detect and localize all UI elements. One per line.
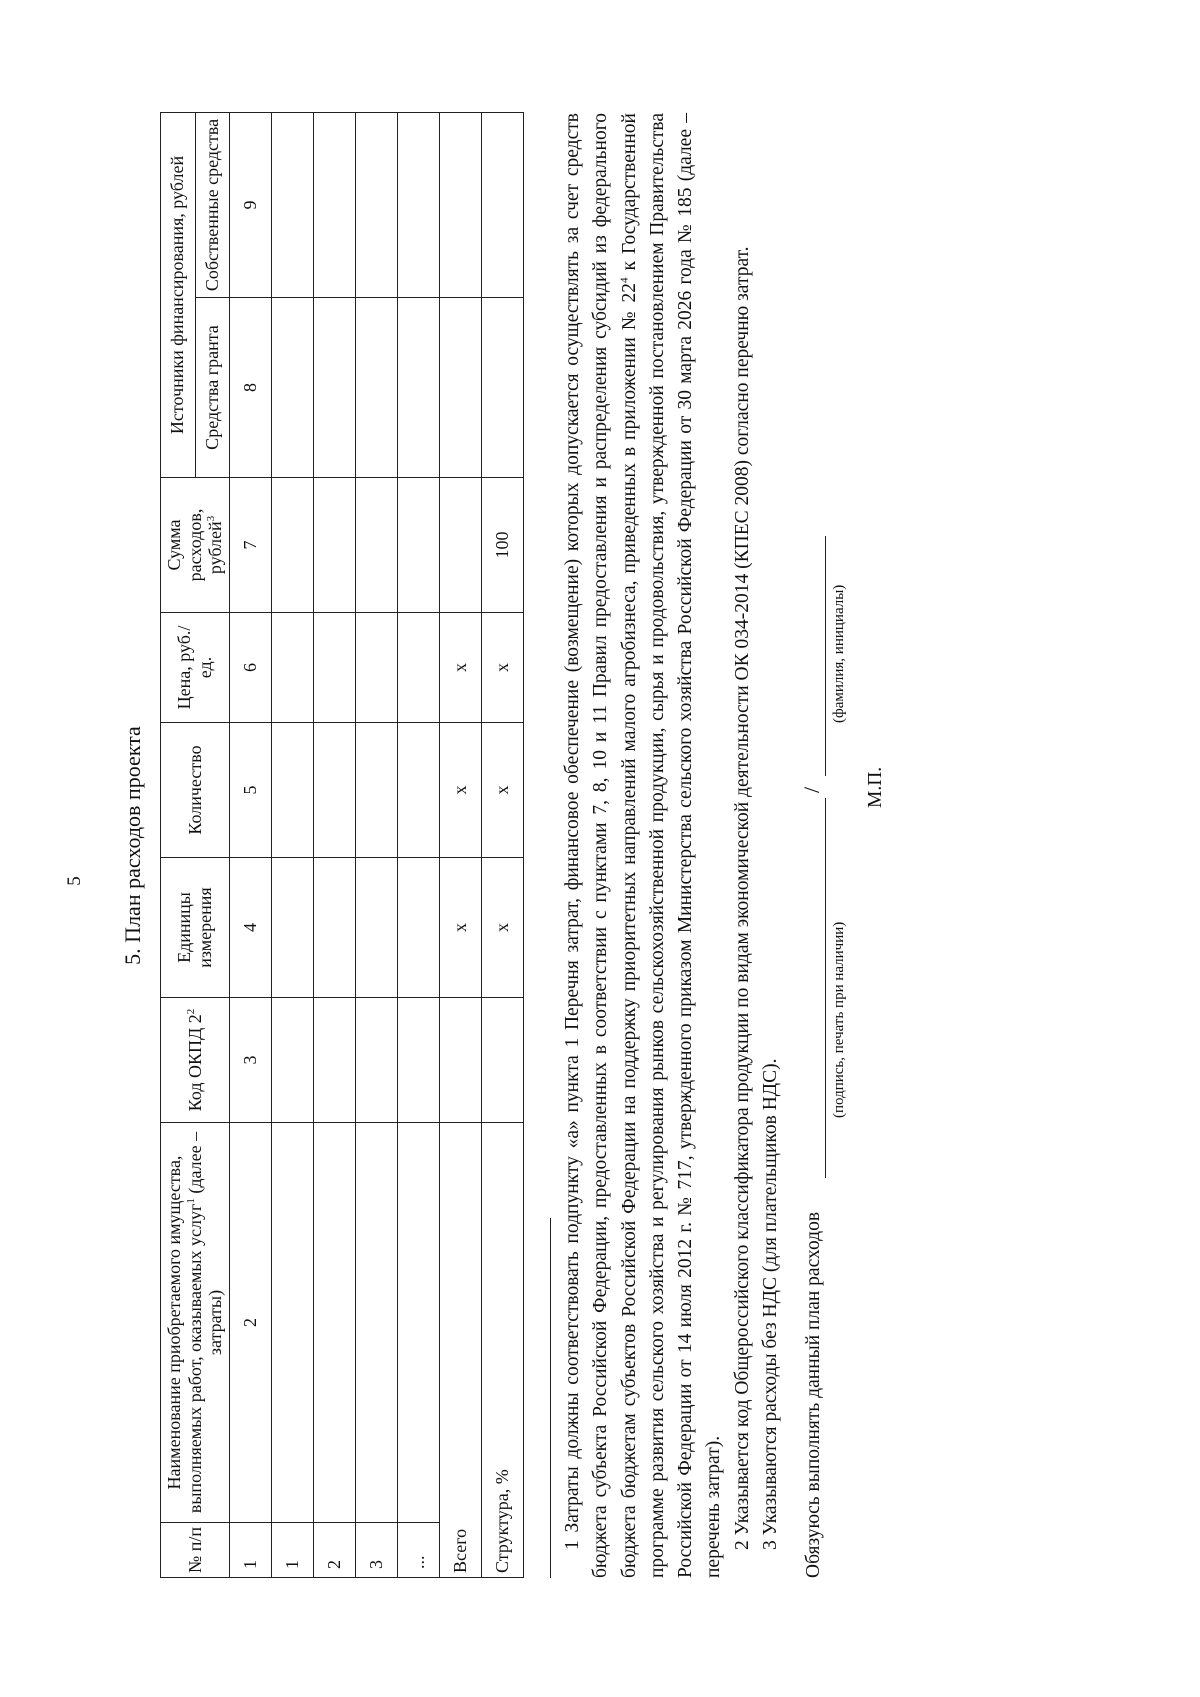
row-num: ... <box>398 1523 440 1578</box>
table-cell[interactable] <box>398 478 440 613</box>
table-cell[interactable] <box>482 998 524 1123</box>
column-number: 5 <box>230 723 272 858</box>
expense-plan-table <box>160 112 524 1578</box>
footnote-1: 1 Затраты должны соответствовать подпункту «а» пункта 1 Перечня затрат, финансовое обеспечение (возмещение) которых допускается осуществлять за счет средств бюджета субъекта Российской Федерации, предоставленных в соответствии с пунктами 7, 8, 10 и 11 Правил предоставления и распределения субсидий из федерального бюджета бюджетам субъектов Российской Федерации на поддержку приоритетных направлений малого агробизнеса, приведенных в приложении № $22^4$ к Государственной программе развития сельского хозяйства и регулирования рынков сельскохозяйственной продукции, сырья и продовольствия, утвержденной постановлением Правительства Российской Федерации от 14 июля 2012 г. № 717, утвержденного приказом Министерства сельского хозяйства Российской Федерации от 30 марта 2026 года № 185 (далее – перечень затрат). <box>562 113 725 1578</box>
table-cell[interactable] <box>272 113 314 298</box>
header-okpd: Код ОКПД $2^2$ <box>161 998 230 1123</box>
column-number: 6 <box>230 613 272 723</box>
total-label: Всего <box>440 1123 482 1578</box>
structure-sum: 100 <box>482 478 524 613</box>
structure-qty: х <box>482 723 524 858</box>
structure-unit: х <box>482 858 524 998</box>
total-qty: х <box>440 723 482 858</box>
table-cell[interactable] <box>314 1123 356 1523</box>
table-cell[interactable] <box>356 858 398 998</box>
table-cell[interactable] <box>398 113 440 298</box>
table-cell[interactable] <box>356 298 398 478</box>
column-number: 4 <box>230 858 272 998</box>
table-cell[interactable] <box>314 613 356 723</box>
stamp-label: М.П. <box>865 766 887 808</box>
header-own: Собственные средства <box>195 113 230 298</box>
pledge-block <box>799 113 913 1578</box>
table-cell[interactable] <box>314 858 356 998</box>
table-cell[interactable] <box>356 113 398 298</box>
table-cell[interactable] <box>272 998 314 1123</box>
header-unit: Единицы измерения <box>161 858 230 998</box>
table-row <box>314 113 356 1578</box>
table-cell[interactable] <box>398 1123 440 1523</box>
table-cell[interactable] <box>482 298 524 478</box>
table-cell[interactable] <box>398 998 440 1123</box>
column-number: 9 <box>230 113 272 298</box>
table-cell[interactable] <box>272 298 314 478</box>
column-number: 2 <box>230 1123 272 1523</box>
table-cell[interactable] <box>314 723 356 858</box>
footnotes <box>559 113 785 1578</box>
header-sources: Источники финансирования, рублей <box>161 113 196 478</box>
table-cell[interactable] <box>356 998 398 1123</box>
footnote-2: 2 Указывается код Общероссийского классификатора продукции по видам экономической деятельности ОК 034-2014 (КПЕС 2008) согласно перечню затрат. <box>731 246 753 1550</box>
signature-slash: / <box>799 786 825 793</box>
table-cell[interactable] <box>398 613 440 723</box>
header-sum: Сумма расходов, рублей$^3$ <box>161 478 230 613</box>
column-number: 3 <box>230 998 272 1123</box>
table-cell[interactable] <box>440 998 482 1123</box>
row-num: 3 <box>356 1523 398 1578</box>
table-cell[interactable] <box>314 298 356 478</box>
name-caption: (фамилия, инициалы) <box>831 584 848 723</box>
table-row <box>356 113 398 1578</box>
structure-row <box>482 113 524 1578</box>
page-number: 5 <box>63 876 85 886</box>
row-num: 2 <box>314 1523 356 1578</box>
total-price: х <box>440 613 482 723</box>
column-number: 1 <box>230 1523 272 1578</box>
column-numbers-row <box>230 113 272 1578</box>
table-cell[interactable] <box>482 113 524 298</box>
signature-caption: (подпись, печать при наличии) <box>831 921 848 1118</box>
header-row <box>161 113 196 1578</box>
table-cell[interactable] <box>356 613 398 723</box>
rotated-page-content <box>100 68 1100 1628</box>
header-name: Наименование приобретаемого имущества, выполняемых работ, оказываемых услуг$^1$ (далее – затраты) <box>161 1123 230 1523</box>
table-row <box>272 113 314 1578</box>
header-grant: Средства гранта <box>195 298 230 478</box>
column-number: 7 <box>230 478 272 613</box>
table-cell[interactable] <box>272 1123 314 1523</box>
table-cell[interactable] <box>356 1123 398 1523</box>
table-cell[interactable] <box>272 858 314 998</box>
table-cell[interactable] <box>398 858 440 998</box>
structure-label: Структура, % <box>482 1123 524 1578</box>
table-cell[interactable] <box>356 478 398 613</box>
header-price: Цена, руб./ед. <box>161 613 230 723</box>
table-cell[interactable] <box>314 998 356 1123</box>
table-cell[interactable] <box>314 478 356 613</box>
table-cell[interactable] <box>272 478 314 613</box>
total-sum[interactable] <box>440 478 482 613</box>
signature-line[interactable] <box>825 798 826 1178</box>
table-row <box>398 113 440 1578</box>
total-row <box>440 113 482 1578</box>
row-num: 1 <box>272 1523 314 1578</box>
structure-price: х <box>482 613 524 723</box>
table-cell[interactable] <box>440 113 482 298</box>
footnote-separator <box>550 1218 551 1578</box>
pledge-text: Обязуюсь выполнять данный план расходов <box>803 1211 825 1578</box>
table-cell[interactable] <box>272 723 314 858</box>
section-title: 5. План расходов проекта <box>120 726 145 965</box>
name-line[interactable] <box>825 536 826 776</box>
footnote-3: 3 Указываются расходы без НДС (для плательщиков НДС). <box>759 1058 781 1550</box>
total-unit: х <box>440 858 482 998</box>
table-cell[interactable] <box>314 113 356 298</box>
table-cell[interactable] <box>356 723 398 858</box>
header-qty: Количество <box>161 723 230 858</box>
table-cell[interactable] <box>272 613 314 723</box>
header-num: № п/п <box>161 1523 230 1578</box>
column-number: 8 <box>230 298 272 478</box>
table-cell[interactable] <box>440 298 482 478</box>
table-cell[interactable] <box>398 298 440 478</box>
table-cell[interactable] <box>398 723 440 858</box>
